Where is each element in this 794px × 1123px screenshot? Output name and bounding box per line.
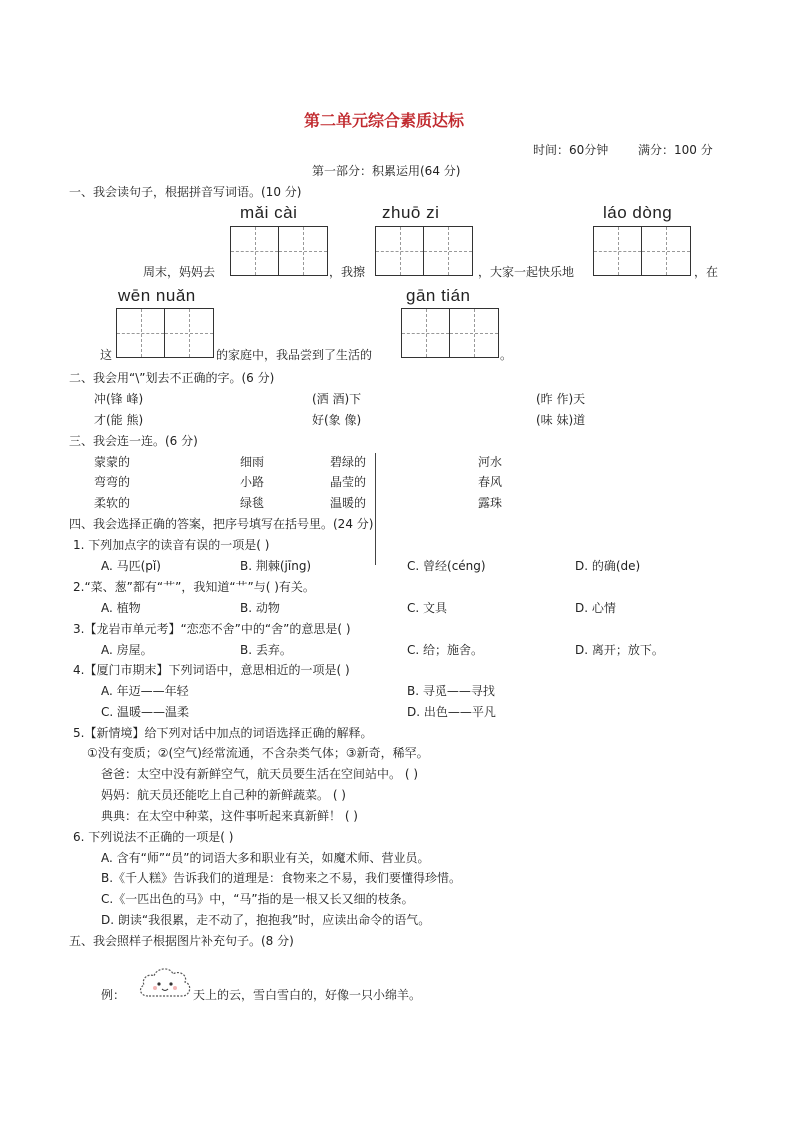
question-2: 2.“菜、葱”都有“艹”，我知道“艹”与( )有关。: [73, 580, 315, 594]
strike-item[interactable]: 冲(锋 峰): [94, 392, 144, 406]
option[interactable]: C. 曾经(céng): [407, 559, 486, 573]
sentence-part-5: 这: [100, 348, 113, 362]
option[interactable]: A. 含有“师”“员”的词语大多和职业有关，如魔术师、营业员。: [101, 851, 430, 865]
option[interactable]: D. 心情: [575, 601, 616, 615]
option[interactable]: C. 文具: [407, 601, 448, 615]
example-label: 例：: [101, 988, 126, 1002]
pinyin-wennuan: wēn nuǎn: [118, 286, 196, 305]
part-heading: 第一部分：积累运用(64 分): [312, 164, 461, 178]
match-left-word[interactable]: 碧绿的: [330, 455, 367, 469]
option[interactable]: A. 马匹(pǐ): [101, 559, 161, 573]
sentence-part-4: ，在: [694, 265, 719, 279]
option[interactable]: B.《千人糕》告诉我们的道理是：食物来之不易，我们要懂得珍惜。: [101, 871, 462, 885]
example-sentence: 天上的云，雪白雪白的，好像一只小绵羊。: [193, 988, 422, 1002]
option[interactable]: A. 年迈——年轻: [101, 684, 189, 698]
question-5: 5.【新情境】给下列对话中加点的词语选择正确的解释。: [73, 726, 373, 740]
sentence-part-1: 周末，妈妈去: [143, 265, 216, 279]
match-left-word[interactable]: 晶莹的: [330, 475, 367, 489]
page-title: 第二单元综合素质达标: [304, 111, 465, 130]
q5-dialog-mom: 妈妈：航天员还能吃上自己种的新鲜蔬菜。 ( ): [101, 788, 346, 802]
q5-definitions: ①没有变质；②(空气)经常流通，不含杂类气体；③新奇，稀罕。: [87, 746, 429, 760]
divider-line: [375, 453, 376, 565]
full-score: 满分：100 分: [638, 143, 713, 157]
pinyin-zhuozi: zhuō zi: [382, 203, 440, 222]
option[interactable]: D. 离开；放下。: [575, 643, 664, 657]
match-right-word[interactable]: 绿毯: [240, 496, 265, 510]
question-4: 4.【厦门市期末】下列词语中，意思相近的一项是( ): [73, 663, 350, 677]
match-right-word[interactable]: 河水: [478, 455, 503, 469]
match-right-word[interactable]: 小路: [240, 475, 265, 489]
match-right-word[interactable]: 春风: [478, 475, 503, 489]
section-2-heading: 二、我会用“\”划去不正确的字。(6 分): [69, 371, 275, 385]
strike-item[interactable]: (昨 作)天: [536, 392, 586, 406]
question-6: 6. 下列说法不正确的一项是( ): [73, 830, 234, 844]
strike-item[interactable]: 才(能 熊): [94, 413, 144, 427]
sentence-part-3: ，大家一起快乐地: [478, 265, 575, 279]
question-3: 3.【龙岩市单元考】“恋恋不舍”中的“舍”的意思是( ): [73, 622, 351, 636]
option[interactable]: A. 房屋。: [101, 643, 153, 657]
option[interactable]: A. 植物: [101, 601, 141, 615]
option[interactable]: B. 寻觅——寻找: [407, 684, 495, 698]
sentence-part-2: ，我擦: [329, 265, 366, 279]
option[interactable]: D. 朗读“我很累，走不动了，抱抱我”时，应读出命令的语气。: [101, 913, 431, 927]
pinyin-laodong: láo dòng: [603, 203, 673, 222]
cloud-icon: [136, 962, 194, 1002]
answer-box-gantian[interactable]: [401, 308, 499, 358]
option[interactable]: C. 温暖——温柔: [101, 705, 190, 719]
match-left-word[interactable]: 温暖的: [330, 496, 367, 510]
strike-item[interactable]: (洒 酒)下: [312, 392, 362, 406]
section-4-heading: 四、我会选择正确的答案，把序号填写在括号里。(24 分): [69, 517, 374, 531]
section-3-heading: 三、我会连一连。(6 分): [69, 434, 198, 448]
question-1: 1. 下列加点字的读音有误的一项是( ): [73, 538, 270, 552]
answer-box-wennuan[interactable]: [116, 308, 214, 358]
answer-box-maicai[interactable]: [230, 226, 328, 276]
option[interactable]: C.《一匹出色的马》中，“马”指的是一根又长又细的枝条。: [101, 892, 414, 906]
sentence-part-6: 的家庭中，我品尝到了生活的: [216, 348, 373, 362]
match-left-word[interactable]: 蒙蒙的: [94, 455, 131, 469]
strike-item[interactable]: 好(象 像): [312, 413, 362, 427]
option[interactable]: D. 出色——平凡: [407, 705, 496, 719]
option[interactable]: C. 给；施舍。: [407, 643, 484, 657]
q5-dialog-dad: 爸爸：太空中没有新鲜空气，航天员要生活在空间站中。 ( ): [101, 767, 418, 781]
match-right-word[interactable]: 露珠: [478, 496, 503, 510]
section-1-heading: 一、我会读句子，根据拼音写词语。(10 分): [69, 185, 302, 199]
match-left-word[interactable]: 柔软的: [94, 496, 131, 510]
section-5-heading: 五、我会照样子根据图片补充句子。(8 分): [69, 934, 294, 948]
option[interactable]: B. 丢弃。: [240, 643, 292, 657]
answer-box-laodong[interactable]: [593, 226, 691, 276]
option[interactable]: B. 动物: [240, 601, 280, 615]
answer-box-zhuozi[interactable]: [375, 226, 473, 276]
option[interactable]: B. 荆棘(jīng): [240, 559, 312, 573]
option[interactable]: D. 的确(de): [575, 559, 641, 573]
match-right-word[interactable]: 细雨: [240, 455, 265, 469]
match-left-word[interactable]: 弯弯的: [94, 475, 131, 489]
q5-dialog-diandian: 典典：在太空中种菜，这件事听起来真新鲜！ ( ): [101, 809, 358, 823]
strike-item[interactable]: (味 妹)道: [536, 413, 586, 427]
pinyin-gantian: gān tián: [406, 286, 471, 305]
time-limit: 时间：60分钟: [533, 143, 609, 157]
pinyin-maicai: mǎi cài: [240, 203, 298, 222]
sentence-part-7: 。: [500, 348, 513, 362]
